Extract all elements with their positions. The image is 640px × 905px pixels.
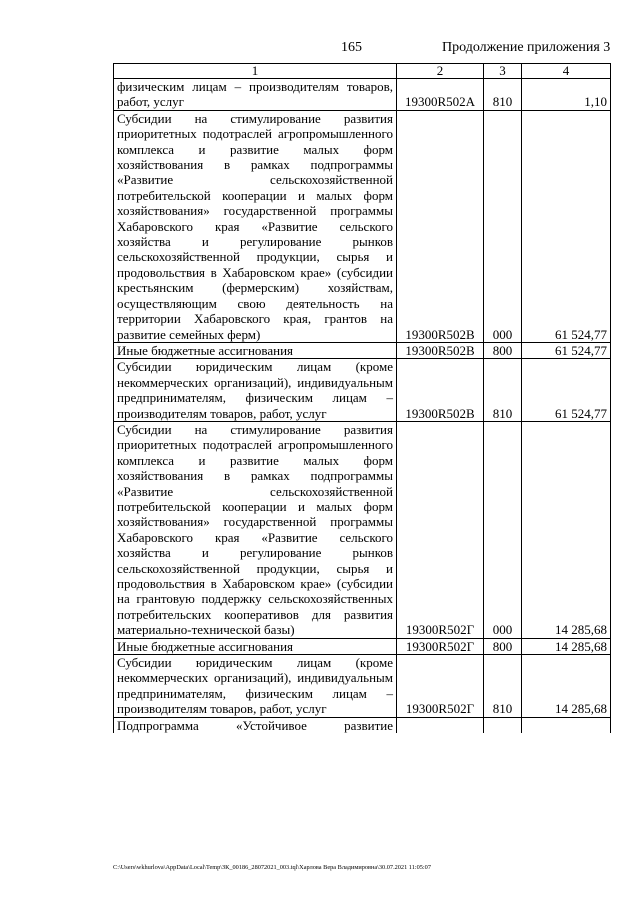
row-code: 19300R502В: [397, 342, 484, 358]
budget-table: [113, 63, 611, 733]
row-code: 19300R502Г: [397, 421, 484, 638]
row-amount: 1,10: [522, 79, 611, 111]
row-code: 19300R502В: [397, 359, 484, 422]
column-header: 3: [484, 64, 522, 79]
table-row: [114, 359, 611, 422]
row-code: 19300R502Г: [397, 638, 484, 654]
row-amount: 14 285,68: [522, 655, 611, 718]
row-expense-type: 810: [484, 655, 522, 718]
continuation-title: Продолжение приложения 3: [442, 40, 611, 55]
row-description: Субсидии на стимулирование развития приоритетных подотраслей агропромышленного комплекса и развитие малых форм хозяйствования в рамках подпрограммы «Развитие сельскохозяйственной потребительской кооперации и малых форм хозяйствования» государственной программы Хабаровского края «Развитие сельского хозяйства и регулирование рынков сельскохозяйственной продукции, сырья и продовольствия в Хабаровском крае» (субсидии крестьянским (фермерским) хозяйствам, осуществляющим свою деятельность на территории Хабаровского края, грантов на развитие семейных ферм): [114, 110, 397, 342]
row-amount: 61 524,77: [522, 110, 611, 342]
row-amount: [522, 717, 611, 733]
table-row: [114, 342, 611, 358]
row-amount: 61 524,77: [522, 359, 611, 422]
row-amount: 14 285,68: [522, 421, 611, 638]
page-number: 165: [341, 40, 362, 55]
row-expense-type: 000: [484, 110, 522, 342]
row-expense-type: 800: [484, 638, 522, 654]
row-expense-type: 000: [484, 421, 522, 638]
table-row: [114, 421, 611, 638]
table-header-row: [114, 64, 611, 79]
table-row: [114, 655, 611, 718]
row-code: 19300R502Г: [397, 655, 484, 718]
row-description: Иные бюджетные ассигнования: [114, 638, 397, 654]
column-header: 2: [397, 64, 484, 79]
table-row: [114, 110, 611, 342]
row-description: Субсидии на стимулирование развития приоритетных подотраслей агропромышленного комплекса и развитие малых форм хозяйствования в рамках подпрограммы «Развитие сельскохозяйственной потребительской кооперации и малых форм хозяйствования» государственной программы Хабаровского края «Развитие сельского хозяйства и регулирование рынков сельскохозяйственной продукции, сырья и продовольствия в Хабаровском крае» (субсидии на грантовую поддержку сельскохозяйственных потребительских кооперативов для развития материально-технической базы): [114, 421, 397, 638]
row-amount: 14 285,68: [522, 638, 611, 654]
row-code: 19300R502A: [397, 79, 484, 111]
table-row: [114, 717, 611, 733]
row-description: Подпрограмма «Устойчивое развитие: [114, 717, 397, 733]
row-expense-type: 800: [484, 342, 522, 358]
row-expense-type: 810: [484, 359, 522, 422]
table-row: [114, 638, 611, 654]
row-description: физическим лицам – производителям товаров, работ, услуг: [114, 79, 397, 111]
column-header: 4: [522, 64, 611, 79]
column-header: 1: [114, 64, 397, 79]
row-code: 19300R502В: [397, 110, 484, 342]
table-row: [114, 79, 611, 111]
row-expense-type: 810: [484, 79, 522, 111]
row-expense-type: [484, 717, 522, 733]
row-description: Субсидии юридическим лицам (кроме некоммерческих организаций), индивидуальным предпринимателям, физическим лицам – производителям товаров, работ, услуг: [114, 359, 397, 422]
row-amount: 61 524,77: [522, 342, 611, 358]
file-path-footer: C:\Users\wkhurlova\AppData\Local\Temp\ЗК_00186_28072021_003.tql\Харлова Вера Владимировна\30.07.2021 11:05:07: [113, 864, 431, 871]
row-description: Субсидии юридическим лицам (кроме некоммерческих организаций), индивидуальным предпринимателям, физическим лицам – производителям товаров, работ, услуг: [114, 655, 397, 718]
row-code: [397, 717, 484, 733]
row-description: Иные бюджетные ассигнования: [114, 342, 397, 358]
